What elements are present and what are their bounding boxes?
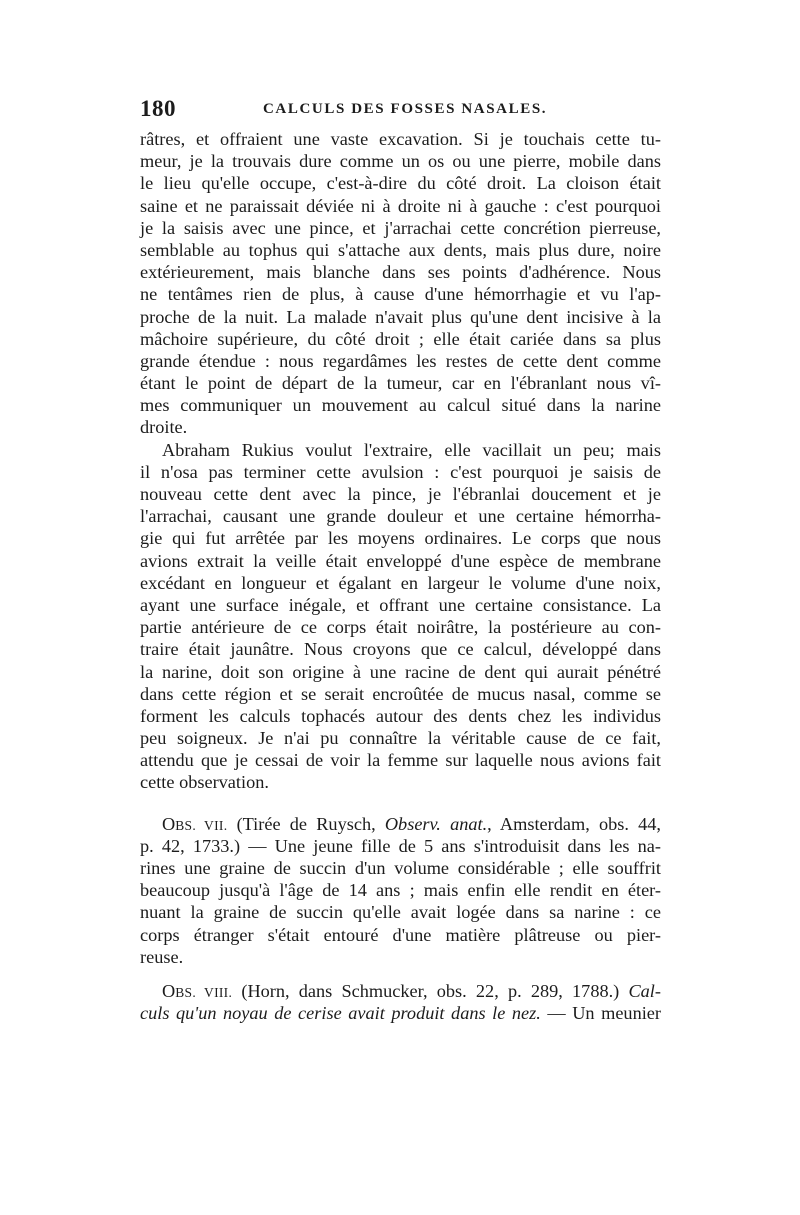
text-line: forment les calculs tophacés autour des dents chez les individus [140, 705, 661, 726]
obs8-title-end: culs qu'un noyau de cerise avait produit dans le nez. [140, 1003, 541, 1024]
text-line: mâchoire supérieure, du côté droit ; elle était cariée dans sa plus [140, 328, 661, 349]
text-line: rines une graine de succin d'un volume considérable ; elle souffrit [140, 858, 661, 878]
text-line: p. 42, 1733.) — Une jeune fille de 5 ans s'introduisit dans les na- [140, 835, 661, 856]
text-line: semblable au tophus qui s'attache aux dents, mais plus dure, noire [140, 239, 661, 260]
paragraph-continuation [140, 128, 661, 439]
obs8-first-line [140, 980, 661, 1002]
paragraph-gap [140, 968, 661, 980]
obs7-citation-post: , Amsterdam, obs. 44, [487, 813, 661, 834]
text-line: cette observation. [140, 772, 269, 793]
text-line: avions extrait la veille était enveloppé d'une espèce de membrane [140, 550, 661, 571]
text-line: mes communiquer un mouvement au calcul situé dans la narine [140, 395, 661, 416]
text-line: meur, je la trouvais dure comme un os ou une pierre, mobile dans [140, 151, 661, 172]
obs7-first-line [140, 813, 661, 835]
text-line: ne tentâmes rien de plus, à cause d'une hémorrhagie et vu l'ap- [140, 284, 661, 305]
obs7-citation-work: Observ. anat. [384, 813, 488, 834]
text-line: partie antérieure de ce corps était noirâtre, la postérieure au con- [140, 617, 661, 638]
obs8-second-line [140, 1002, 661, 1024]
text-line: traire était jaunâtre. Nous croyons que ce calcul, développé dans [140, 639, 661, 660]
running-title: CALCULS DES FOSSES NASALES. [263, 101, 548, 117]
obs7-label: BS. VII. [175, 817, 228, 833]
text-line: corps étranger s'était entouré d'une matière plâtreuse ou pier- [140, 924, 661, 945]
text-line: étant le point de départ de la tumeur, car en l'ébranlant nous vî- [140, 373, 661, 394]
obs7-label-initial: O [162, 813, 176, 834]
observation-8 [140, 980, 661, 1024]
text-line: le lieu qu'elle occupe, c'est-à-dire du côté droit. La cloison était [140, 173, 661, 194]
text-line: proche de la nuit. La malade n'avait plus qu'une dent incisive à la [140, 306, 661, 327]
paragraph-gap [140, 794, 661, 813]
obs7-citation-pre: (Tirée de Ruysch, [227, 813, 385, 834]
text-line: l'arrachai, causant une grande douleur et une certaine hémorrha- [140, 506, 661, 527]
text-line: peu soigneux. Je n'ai pu connaître la véritable cause de ce fait, [140, 728, 661, 749]
text-line: reuse. [140, 946, 184, 967]
obs8-text-start: — Un meunier [540, 1003, 661, 1024]
paragraph-rukius [140, 439, 661, 794]
text-line: ayant une surface inégale, et offrant une certaine consistance. La [140, 594, 661, 615]
text-line: je la saisis avec une pince, et j'arrachai cette concrétion pierreuse, [140, 217, 661, 238]
obs8-label-initial: O [162, 980, 176, 1001]
page-header [140, 96, 660, 124]
text-line: gie qui fut arrêtée par les moyens ordinaires. Le corps que nous [140, 528, 661, 549]
text-line: il n'osa pas terminer cette avulsion : c'est pourquoi je saisis de [140, 461, 661, 482]
text-line: saine et ne paraissait déviée ni à droite ni à gauche : c'est pourquoi [140, 195, 661, 216]
text-line: nuant la graine de succin qu'elle avait logée dans sa narine : ce [140, 902, 661, 923]
obs8-citation: (Horn, dans Schmucker, obs. 22, p. 289, 1788.) [232, 980, 629, 1001]
obs8-title-start: Cal- [628, 980, 661, 1001]
text-line: excédant en longueur et égalant en largeur le volume d'une noix, [140, 572, 661, 593]
observation-7 [140, 813, 661, 968]
text-line: attendu que je cessai de voir la femme sur laquelle nous avions fait [140, 750, 661, 771]
text-line: nouveau cette dent avec la pince, je l'ébranlai doucement et je [140, 484, 661, 504]
text-line: grande étendue : nous regardâmes les restes de cette dent comme [140, 350, 661, 371]
body-text [140, 128, 661, 1024]
obs8-label: BS. VIII. [175, 984, 233, 1000]
text-line: extérieurement, mais blanche dans ses points d'adhérence. Nous [140, 262, 661, 283]
text-line: droite. [140, 417, 188, 438]
text-line: dans cette région et se serait encroûtée de mucus nasal, comme se [140, 683, 661, 704]
text-line: râtres, et offraient une vaste excavation. Si je touchais cette tu- [140, 129, 661, 149]
text-line: Abraham Rukius voulut l'extraire, elle vacillait un peu; mais [162, 439, 661, 460]
text-line: beaucoup jusqu'à l'âge de 14 ans ; mais enfin elle rendit en éter- [140, 880, 661, 901]
page-number: 180 [140, 96, 176, 121]
text-line: la narine, doit son origine à une racine de dent qui aurait pénétré [140, 661, 661, 682]
obs7-text [140, 835, 661, 968]
